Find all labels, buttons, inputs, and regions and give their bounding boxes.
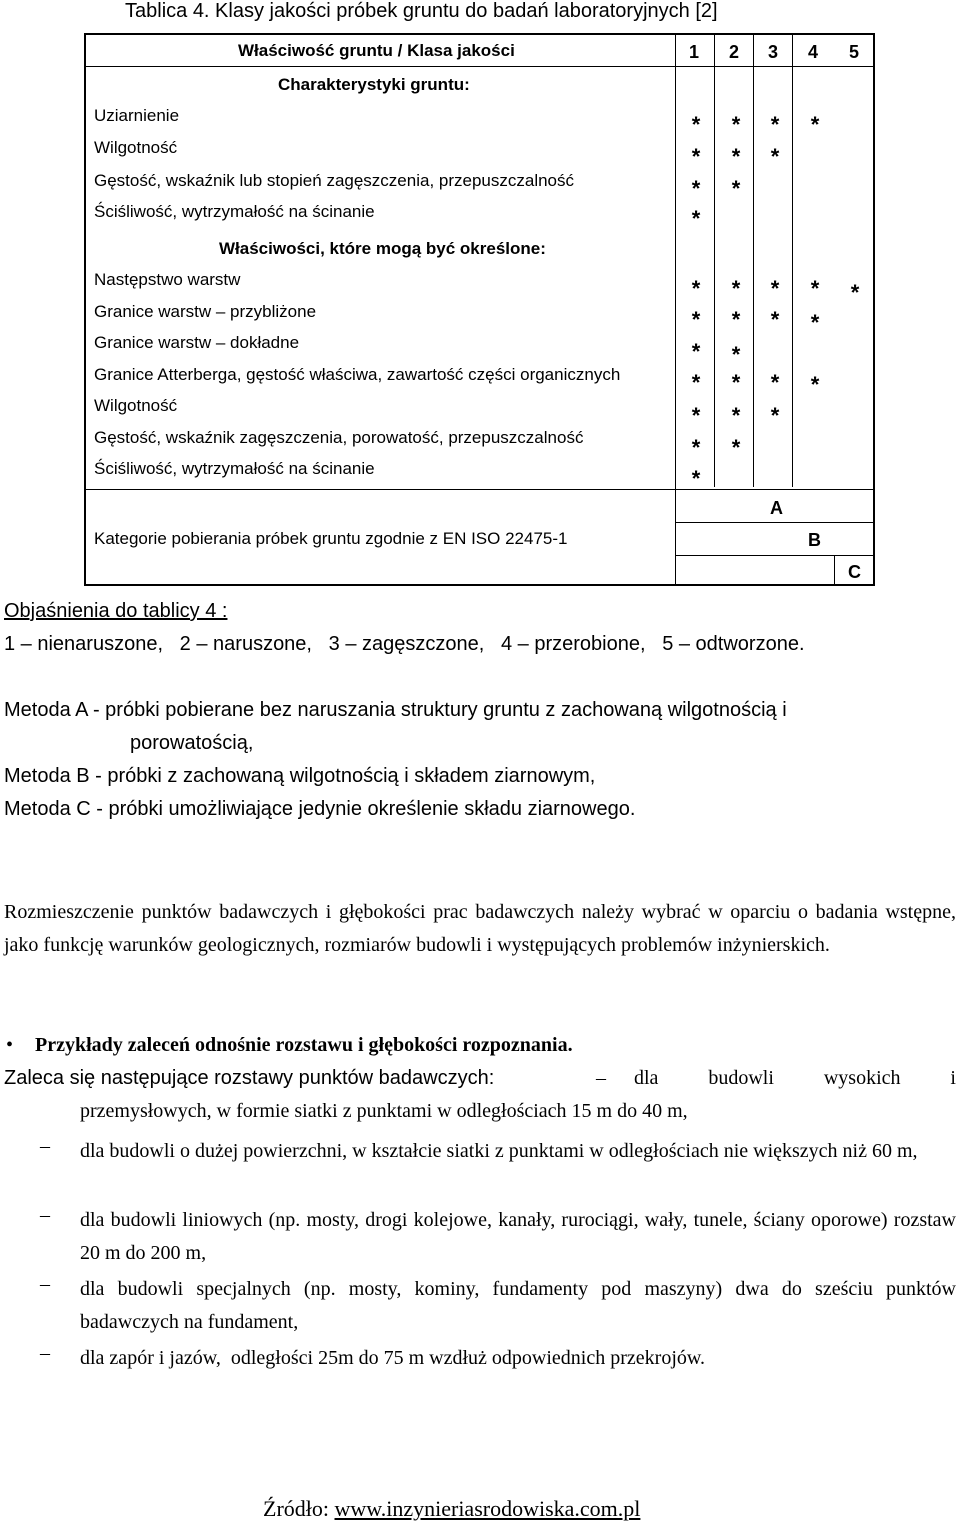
column-divider xyxy=(675,35,676,584)
recommendation-lead: Zaleca się następujące rozstawy punktów badawczych: xyxy=(4,1067,495,1089)
class-mark: * xyxy=(731,435,741,460)
class-mark: * xyxy=(770,403,780,428)
class-mark: * xyxy=(770,276,780,301)
property-label: Gęstość, wskaźnik zagęszczenia, porowatość, przepuszczalność xyxy=(94,428,584,447)
legend-items: 1 – nienaruszone, 2 – naruszone, 3 – zagęszczone, 4 – przerobione, 5 – odtworzone. xyxy=(4,633,805,655)
class-mark: * xyxy=(770,112,780,137)
dash-marker: – xyxy=(596,1067,606,1089)
class-mark: * xyxy=(691,206,701,231)
list-item: dla budowli specjalnych (np. mosty, kominy, fundamenty pod maszyny) dwa do sześciu punktów badawczych na fundament, xyxy=(80,1278,956,1333)
property-label: Ściśliwość, wytrzymałość na ścinanie xyxy=(94,202,375,221)
footer-source xyxy=(263,1496,640,1522)
dash-marker: – xyxy=(40,1273,50,1295)
method-b: Metoda B - próbki z zachowaną wilgotnością i składem ziarnowym, xyxy=(4,765,596,787)
method-a-line2: porowatością, xyxy=(130,732,254,754)
property-label: Następstwo warstw xyxy=(94,270,241,289)
categories-label: Kategorie pobierania próbek gruntu zgodnie z EN ISO 22475-1 xyxy=(94,529,568,548)
footer-link[interactable]: www.inzynieriasrodowiska.com.pl xyxy=(334,1496,641,1521)
dash-marker: – xyxy=(40,1204,50,1226)
class-mark: * xyxy=(731,370,741,395)
property-label: Gęstość, wskaźnik lub stopień zagęszczenia, przepuszczalność xyxy=(94,171,575,190)
row-divider xyxy=(86,489,873,490)
class-number: 5 xyxy=(848,42,859,62)
quality-class-table xyxy=(84,33,875,586)
table-caption: Tablica 4. Klasy jakości próbek gruntu do badań laboratoryjnych [2] xyxy=(125,0,718,22)
class-mark: * xyxy=(731,342,741,367)
class-mark: * xyxy=(770,370,780,395)
property-label: Granice warstw – przybliżone xyxy=(94,302,317,321)
class-number: 4 xyxy=(807,42,818,62)
property-label: Granice Atterberga, gęstość właściwa, zawartość części organicznych xyxy=(94,365,621,384)
table-header-label: Właściwość gruntu / Klasa jakości xyxy=(238,41,515,60)
row-divider xyxy=(675,555,873,556)
class-number: 3 xyxy=(767,42,778,62)
class-mark: * xyxy=(691,435,701,460)
class-number: 2 xyxy=(728,42,739,62)
class-mark: * xyxy=(810,112,820,137)
class-mark: * xyxy=(770,144,780,169)
dash-marker: – xyxy=(40,1135,50,1157)
category-b: B xyxy=(808,530,821,550)
class-mark: * xyxy=(810,310,820,335)
class-mark: * xyxy=(691,176,701,201)
method-c: Metoda C - próbki umożliwiające jedynie określenie składu ziarnowego. xyxy=(4,798,636,820)
class-mark: * xyxy=(691,144,701,169)
class-mark: * xyxy=(691,276,701,301)
first-item-start: dla budowli wysokich i xyxy=(634,1067,956,1089)
property-label: Wilgotność xyxy=(94,138,178,157)
bullet-marker: • xyxy=(6,1034,14,1056)
method-a-line1: Metoda A - próbki pobierane bez naruszania struktury gruntu z zachowaną wilgotnością i xyxy=(4,699,787,721)
class-number: 1 xyxy=(688,42,699,62)
class-mark: * xyxy=(691,403,701,428)
list-item: dla zapór i jazów, odległości 25m do 75 m wzdłuż odpowiednich przekrojów. xyxy=(80,1347,706,1369)
section-title: Właściwości, które mogą być określone: xyxy=(219,239,546,258)
property-label: Granice warstw – dokładne xyxy=(94,333,300,352)
bullet-heading: Przykłady zaleceń odnośnie rozstawu i głębokości rozpoznania. xyxy=(35,1034,573,1056)
property-label: Uziarnienie xyxy=(94,106,180,125)
class-mark: * xyxy=(731,403,741,428)
column-divider xyxy=(714,35,715,487)
category-c: C xyxy=(848,562,861,582)
row-divider xyxy=(675,522,873,523)
class-mark: * xyxy=(731,112,741,137)
section-title: Charakterystyki gruntu: xyxy=(278,75,470,94)
row-divider xyxy=(86,66,873,67)
class-mark: * xyxy=(731,276,741,301)
list-item: dla budowli liniowych (np. mosty, drogi kolejowe, kanały, rurociągi, wały, tunele, ściany oporowe) rozstaw 20 m do 200 m, xyxy=(80,1209,956,1264)
class-mark: * xyxy=(691,370,701,395)
paragraph: Rozmieszczenie punktów badawczych i głębokości prac badawczych należy wybrać w oparciu o badania wstępne, jako funkcję warunków geologicznych, rozmiarów budowli i występujących problemów inżynierskich. xyxy=(4,901,956,956)
class-mark: * xyxy=(850,280,860,305)
class-mark: * xyxy=(691,112,701,137)
class-mark: * xyxy=(691,466,701,491)
class-mark: * xyxy=(691,339,701,364)
first-item-rest: przemysłowych, w formie siatki z punktami w odległościach 15 m do 40 m, xyxy=(80,1100,688,1122)
list-item: dla budowli o dużej powierzchni, w kształcie siatki z punktami w odległościach nie większych niż 60 m, xyxy=(80,1140,918,1162)
class-mark: * xyxy=(731,176,741,201)
class-mark: * xyxy=(810,372,820,397)
footer-label: Źródło: xyxy=(263,1496,329,1521)
property-label: Wilgotność xyxy=(94,396,178,415)
column-divider xyxy=(834,555,835,584)
class-mark: * xyxy=(770,307,780,332)
dash-marker: – xyxy=(40,1342,50,1364)
class-mark: * xyxy=(731,144,741,169)
legend-title: Objaśnienia do tablicy 4 : xyxy=(4,600,228,622)
class-mark: * xyxy=(731,307,741,332)
category-a: A xyxy=(770,498,783,518)
class-mark: * xyxy=(810,276,820,301)
class-mark: * xyxy=(691,307,701,332)
column-divider xyxy=(792,35,793,487)
column-divider xyxy=(753,35,754,487)
property-label: Ściśliwość, wytrzymałość na ścinanie xyxy=(94,459,375,478)
